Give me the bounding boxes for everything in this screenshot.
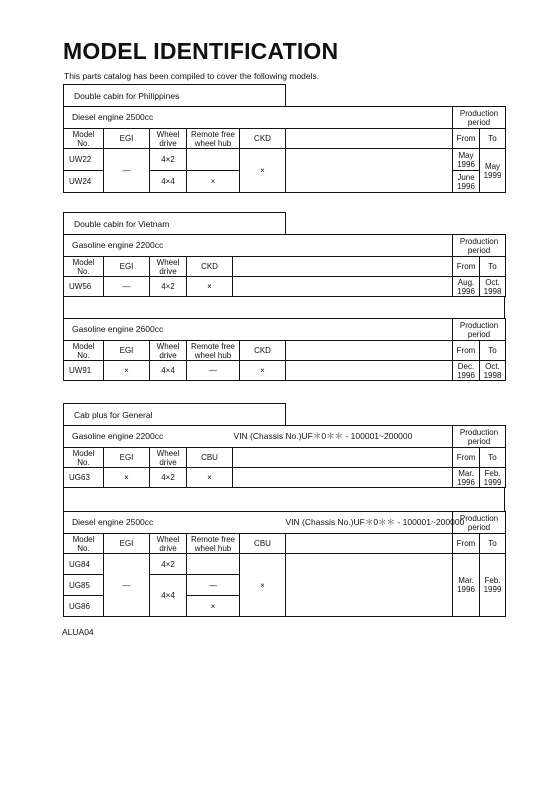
to-date: Oct. 1998 — [480, 361, 506, 381]
header-from: From — [453, 129, 480, 149]
remote-value: — — [187, 361, 240, 381]
header-remote-free-wheel-hub: Remote free wheel hub — [187, 129, 240, 149]
header-model-no: Model No. — [64, 257, 104, 277]
vin-range: VIN (Chassis No.)UF＊0＊＊ - 100001~200000 — [286, 512, 453, 534]
production-period-header: Production period — [453, 319, 506, 341]
section-label: Double cabin for Philippines — [63, 84, 286, 106]
header-cbu: CBU — [240, 534, 286, 554]
header-wheel-drive: Wheel drive — [150, 129, 187, 149]
header-ckd: CKD — [240, 129, 286, 149]
page-subtitle: This parts catalog has been compiled to cover the following models. — [64, 71, 320, 81]
model-number: UG63 — [64, 468, 104, 488]
header-model-no: Model No. — [64, 129, 104, 149]
header-model-no: Model No. — [64, 341, 104, 361]
table-row — [64, 468, 506, 488]
model-number: UW22 — [64, 149, 104, 171]
production-period-header: Production period — [453, 512, 506, 534]
header-egi: EGI — [104, 129, 150, 149]
wheel-drive-value: 4×4 — [150, 171, 187, 193]
engine-label: Gasoline engine 2200cc — [64, 426, 233, 448]
from-date: Mar. 1996 — [453, 554, 480, 617]
header-model-no: Model No. — [64, 448, 104, 468]
wheel-drive-value: 4×4 — [150, 575, 187, 617]
to-date: Feb. 1999 — [480, 468, 506, 488]
table-row — [64, 277, 506, 297]
section-vietnam — [63, 212, 505, 387]
remote-value: × — [187, 596, 240, 617]
header-ckd: CKD — [187, 257, 233, 277]
wheel-drive-value: 4×2 — [150, 277, 187, 297]
egi-value: × — [104, 361, 150, 381]
header-model-no: Model No. — [64, 534, 104, 554]
header-from: From — [453, 448, 480, 468]
wheel-drive-value: 4×2 — [150, 554, 187, 575]
production-period-header: Production period — [453, 107, 506, 129]
model-number: UW91 — [64, 361, 104, 381]
model-table-gasoline-2600 — [63, 318, 506, 381]
header-remote-free-wheel-hub: Remote free wheel hub — [187, 341, 240, 361]
section-label: Double cabin for Vietnam — [63, 212, 286, 234]
section-label: Cab plus for General — [63, 403, 286, 425]
ckd-value: × — [240, 361, 286, 381]
from-date: Dec. 1996 — [453, 361, 480, 381]
table-row — [64, 361, 506, 381]
wheel-drive-value: 4×2 — [150, 468, 187, 488]
header-wheel-drive: Wheel drive — [150, 341, 187, 361]
to-date: Oct. 1998 — [480, 277, 506, 297]
egi-value: — — [104, 554, 150, 617]
model-table — [63, 106, 506, 193]
ckd-value: × — [187, 277, 233, 297]
to-date: May 1999 — [480, 149, 506, 193]
cbu-value: × — [240, 554, 286, 617]
from-date: Mar. 1996 — [453, 468, 480, 488]
model-number: UG84 — [64, 554, 104, 575]
table-row — [64, 554, 506, 575]
wheel-drive-value: 4×4 — [150, 361, 187, 381]
egi-value: — — [104, 277, 150, 297]
model-number: UG85 — [64, 575, 104, 596]
header-to: To — [480, 534, 506, 554]
cbu-value: × — [187, 468, 233, 488]
engine-label: Diesel engine 2500cc — [64, 107, 286, 129]
ckd-value: × — [240, 149, 286, 193]
to-date: Feb. 1999 — [480, 554, 506, 617]
header-egi: EGI — [104, 534, 150, 554]
header-to: To — [480, 448, 506, 468]
wheel-drive-value: 4×2 — [150, 149, 187, 171]
model-number: UW24 — [64, 171, 104, 193]
header-remote-free-wheel-hub: Remote free wheel hub — [187, 534, 240, 554]
header-to: To — [480, 257, 506, 277]
from-date: Aug. 1996 — [453, 277, 480, 297]
header-wheel-drive: Wheel drive — [150, 448, 187, 468]
header-egi: EGI — [104, 448, 150, 468]
header-to: To — [480, 129, 506, 149]
from-date: May 1996 — [453, 149, 480, 171]
vin-range: VIN (Chassis No.)UF＊0＊＊ - 100001~200000 — [233, 426, 453, 448]
header-from: From — [453, 257, 480, 277]
header-cbu: CBU — [187, 448, 233, 468]
header-from: From — [453, 534, 480, 554]
remote-value: × — [187, 171, 240, 193]
engine-label: Gasoline engine 2200cc — [64, 235, 233, 257]
header-ckd: CKD — [240, 341, 286, 361]
header-egi: EGI — [104, 341, 150, 361]
remote-value: — — [187, 575, 240, 596]
egi-value: × — [104, 468, 150, 488]
section-general — [63, 403, 505, 618]
engine-label: Diesel engine 2500cc — [64, 512, 286, 534]
header-wheel-drive: Wheel drive — [150, 534, 187, 554]
model-table-gasoline-2200 — [63, 234, 506, 297]
egi-value: — — [104, 149, 150, 193]
model-number: UW56 — [64, 277, 104, 297]
section-philippines — [63, 84, 505, 194]
table-row — [64, 149, 506, 171]
from-date: June 1996 — [453, 171, 480, 193]
remote-value — [187, 554, 240, 575]
model-number: UG86 — [64, 596, 104, 617]
production-period-header: Production period — [453, 426, 506, 448]
engine-label: Gasoline engine 2600cc — [64, 319, 286, 341]
header-wheel-drive: Wheel drive — [150, 257, 187, 277]
header-egi: EGI — [104, 257, 150, 277]
production-period-header: Production period — [453, 235, 506, 257]
header-to: To — [480, 341, 506, 361]
page-title: MODEL IDENTIFICATION — [63, 38, 339, 64]
model-table-diesel-2500 — [63, 511, 506, 617]
header-from: From — [453, 341, 480, 361]
remote-value — [187, 149, 240, 171]
model-table-gasoline-2200 — [63, 425, 506, 488]
figure-code: ALUA04 — [62, 627, 94, 637]
